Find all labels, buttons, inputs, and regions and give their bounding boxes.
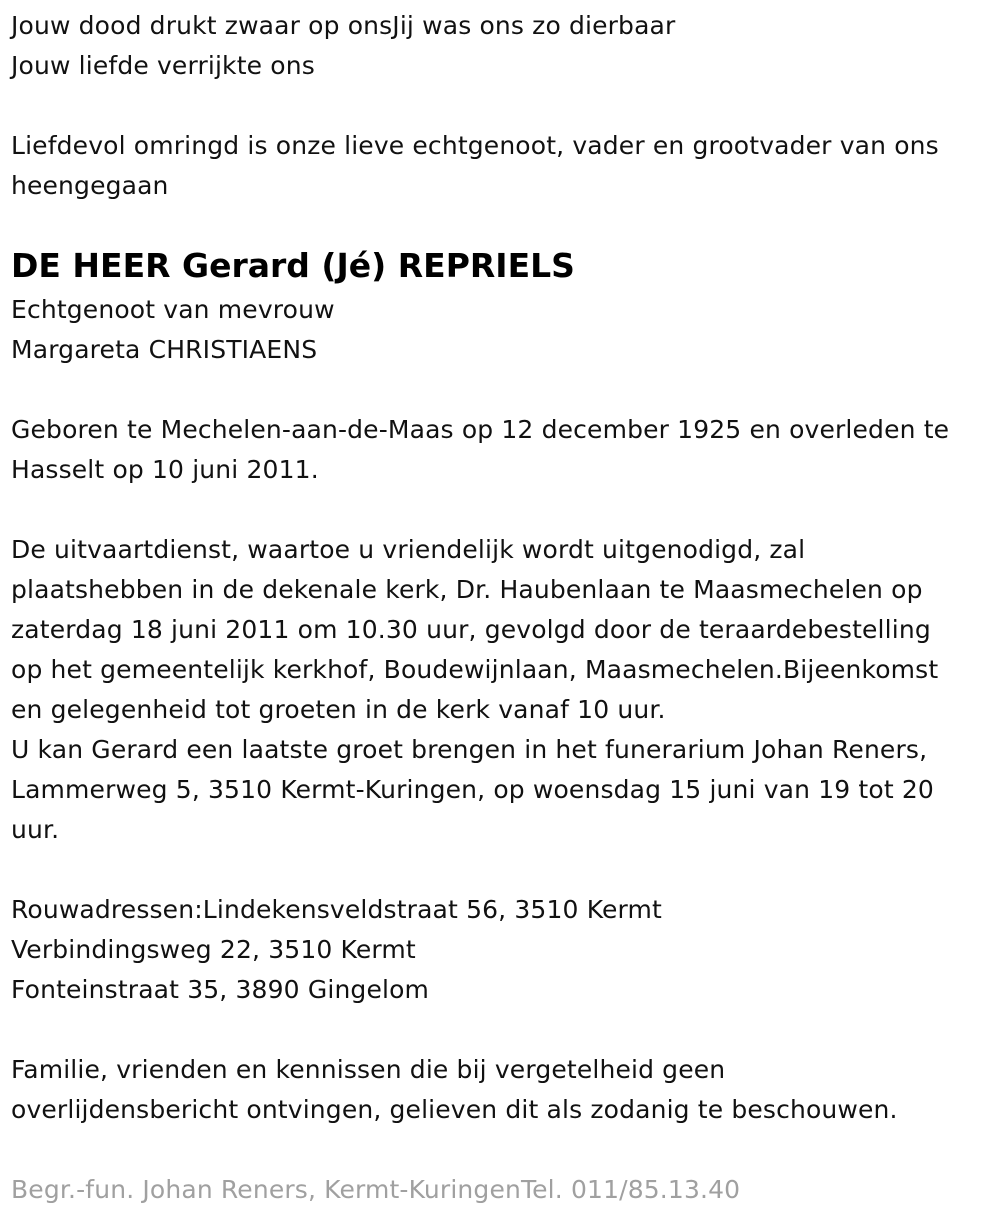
- closing-line: overlijdensbericht ontvingen, gelieven dit als zodanig te beschouwen.: [11, 1095, 898, 1124]
- address-line: Verbindingsweg 22, 3510 Kermt: [11, 935, 416, 964]
- service-line: U kan Gerard een laatste groet brengen in het funerarium Johan Reners,: [11, 735, 928, 764]
- intro-line: heengegaan: [11, 171, 169, 200]
- spacer: [11, 1010, 991, 1050]
- intro: [11, 126, 991, 206]
- service-line: uur.: [11, 815, 60, 844]
- spacer: [11, 1130, 991, 1170]
- address-line: Fonteinstraat 35, 3890 Gingelom: [11, 975, 430, 1004]
- spacer: [11, 370, 991, 410]
- poem-line: Jouw dood drukt zwaar op onsJij was ons zo dierbaar: [11, 11, 676, 40]
- service-line: plaatshebben in de dekenale kerk, Dr. Haubenlaan te Maasmechelen op: [11, 575, 923, 604]
- closing-line: Familie, vrienden en kennissen die bij vergetelheid geen: [11, 1055, 726, 1084]
- spouse-line: Echtgenoot van mevrouw: [11, 295, 335, 324]
- spacer: [11, 86, 991, 126]
- poem: [11, 6, 991, 86]
- closing-note: [11, 1050, 991, 1130]
- address-line: Rouwadressen:Lindekensveldstraat 56, 3510 Kermt: [11, 895, 662, 924]
- spacer: [11, 490, 991, 530]
- spacer: [11, 206, 991, 242]
- birth-death-info: [11, 410, 991, 490]
- birth-death-line: Hasselt op 10 juni 2011.: [11, 455, 319, 484]
- service-line: zaterdag 18 juni 2011 om 10.30 uur, gevolgd door de teraardebestelling: [11, 615, 931, 644]
- service-line: en gelegenheid tot groeten in de kerk vanaf 10 uur.: [11, 695, 666, 724]
- obituary-notice: [11, 6, 991, 1210]
- service-line: Lammerweg 5, 3510 Kermt-Kuringen, op woensdag 15 juni van 19 tot 20: [11, 775, 934, 804]
- funeral-service-info: [11, 530, 991, 850]
- deceased-name: DE HEER Gerard (Jé) REPRIELS: [11, 246, 575, 285]
- spacer: [11, 850, 991, 890]
- poem-line: Jouw liefde verrijkte ons: [11, 51, 315, 80]
- intro-line: Liefdevol omringd is onze lieve echtgenoot, vader en grootvader van ons: [11, 131, 939, 160]
- mourning-addresses: [11, 890, 991, 1010]
- service-line: op het gemeentelijk kerkhof, Boudewijnlaan, Maasmechelen.Bijeenkomst: [11, 655, 939, 684]
- spouse-name: Margareta CHRISTIAENS: [11, 335, 318, 364]
- funeral-director-footer: Begr.-fun. Johan Reners, Kermt-KuringenTel. 011/85.13.40: [11, 1175, 741, 1204]
- service-line: De uitvaartdienst, waartoe u vriendelijk wordt uitgenodigd, zal: [11, 535, 806, 564]
- birth-death-line: Geboren te Mechelen-aan-de-Maas op 12 december 1925 en overleden te: [11, 415, 950, 444]
